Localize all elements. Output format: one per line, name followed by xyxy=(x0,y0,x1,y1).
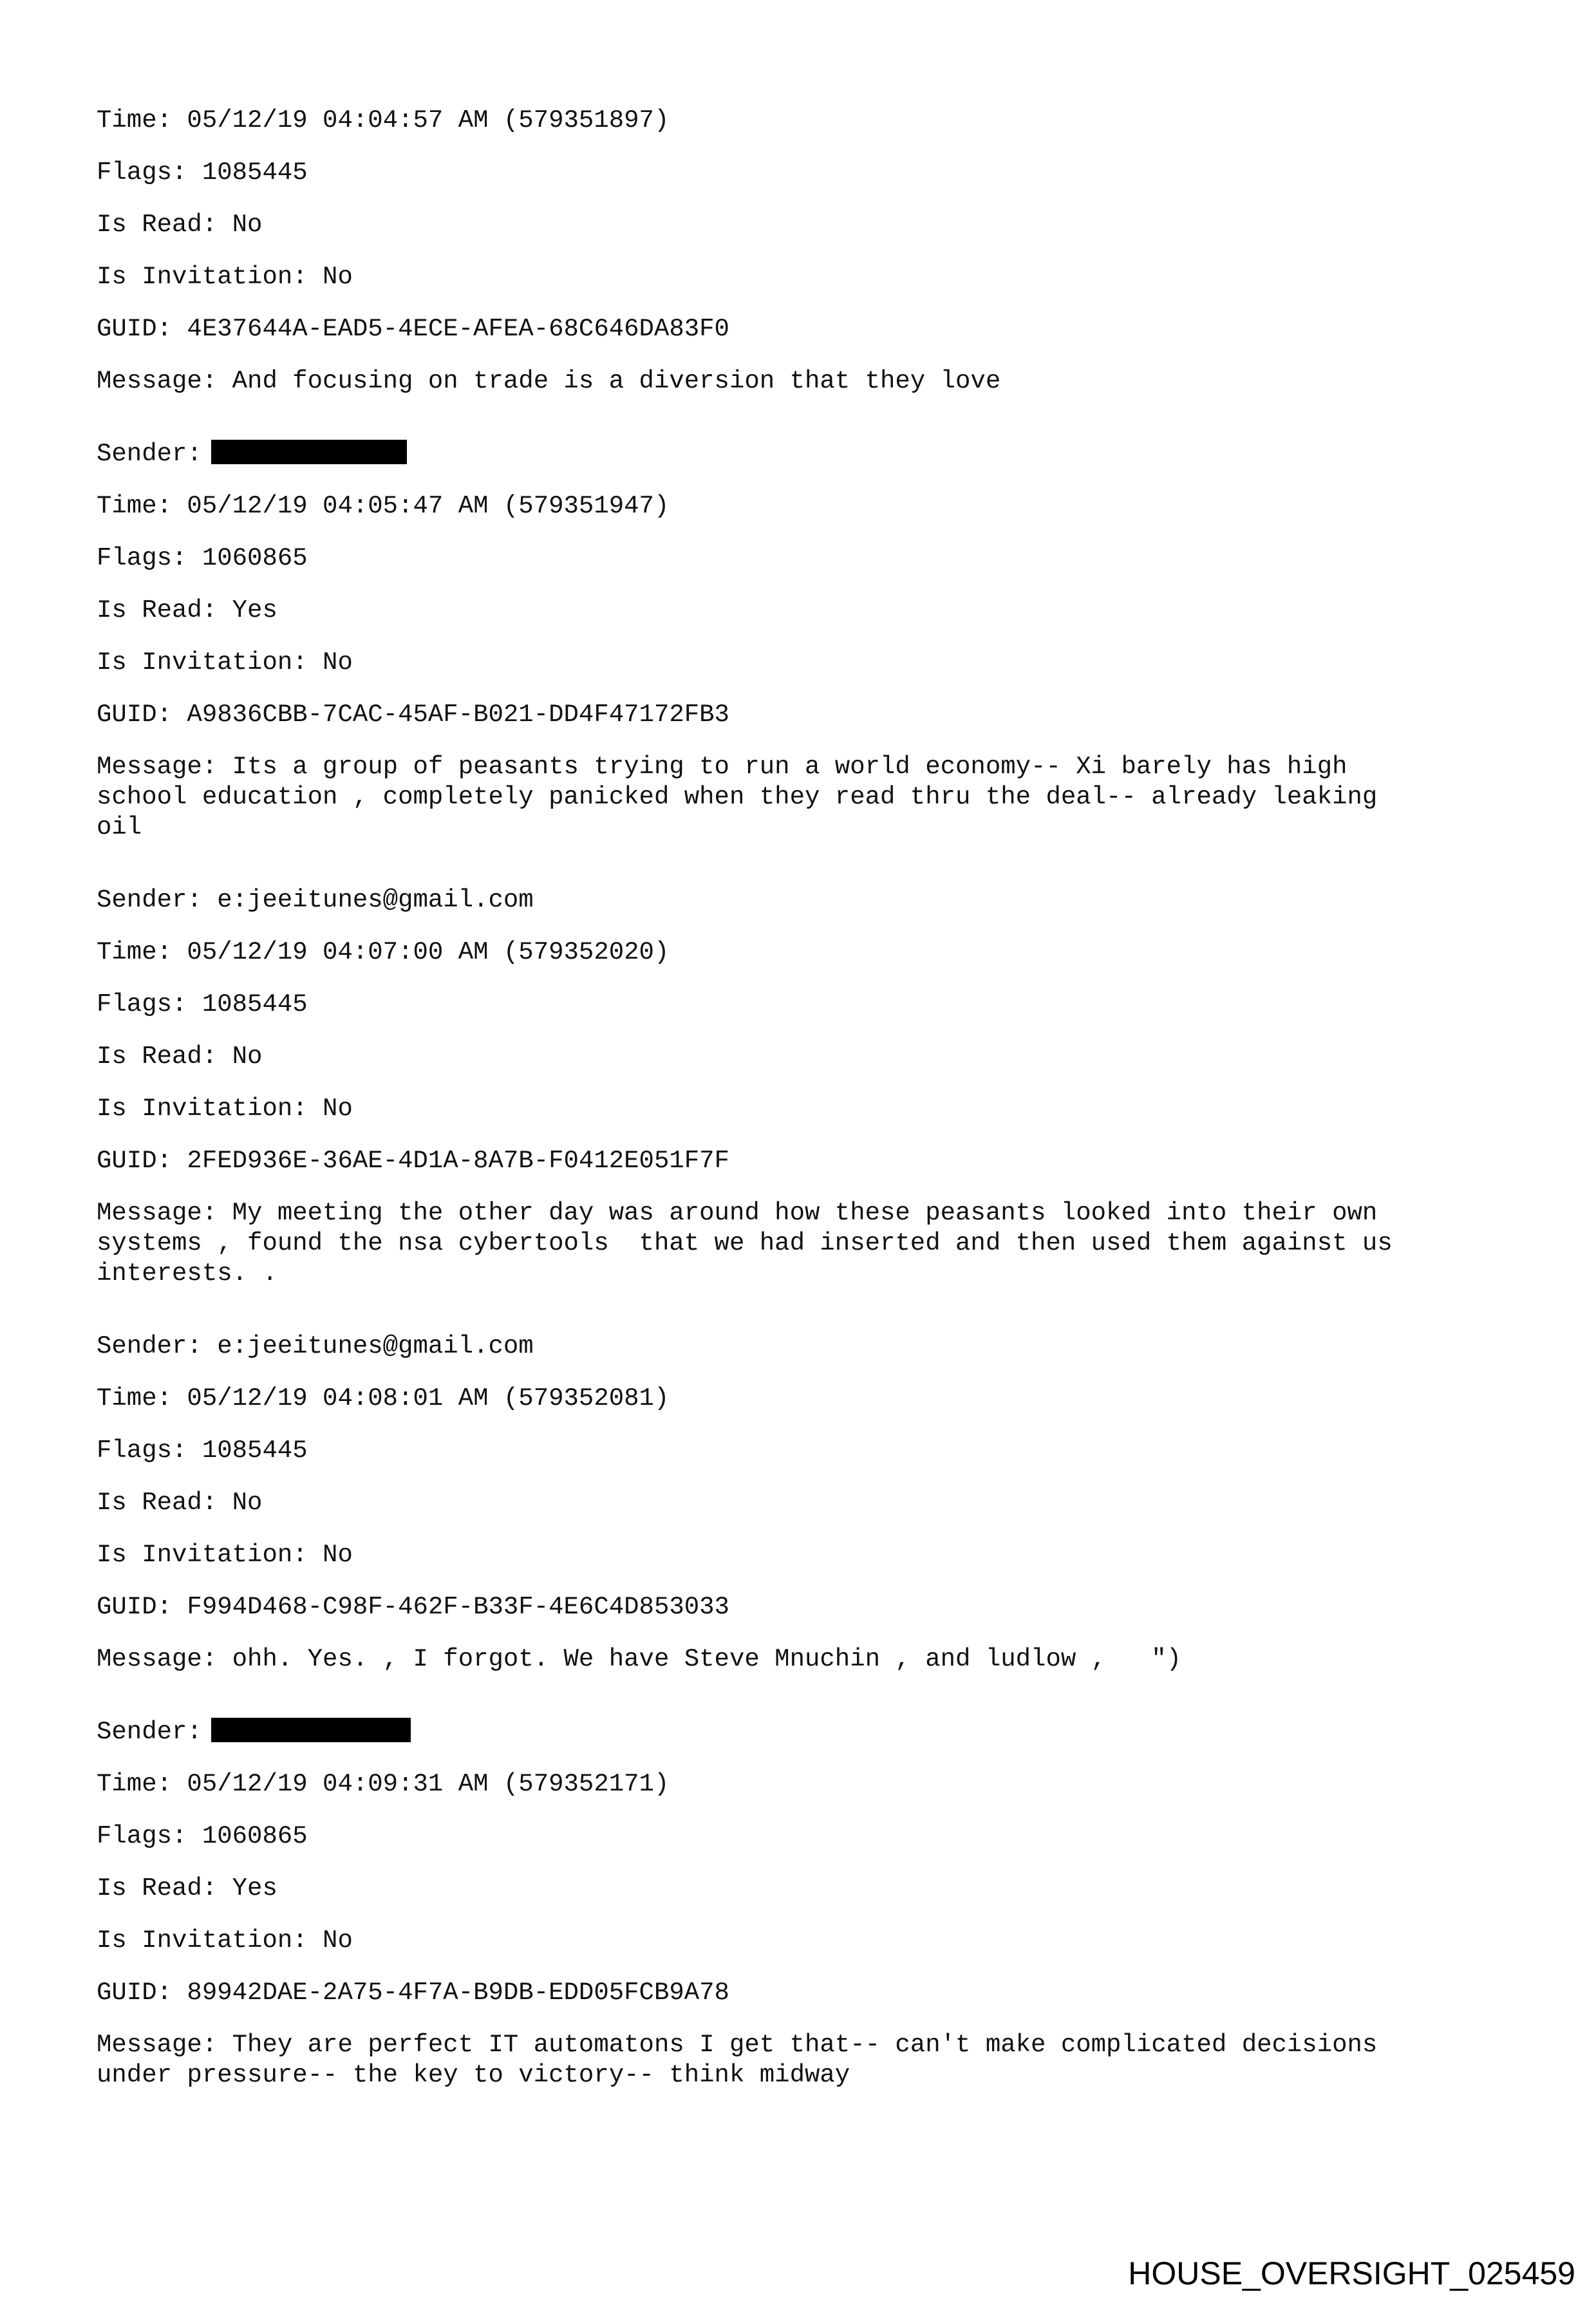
redaction-bar xyxy=(211,440,407,464)
message-body-line: Message: My meeting the other day was around how these peasants looked into their own xyxy=(97,1199,1378,1227)
message-body-line: interests. . xyxy=(97,1259,277,1288)
message-is-read: Is Read: No xyxy=(97,1489,263,1517)
message-body-line: oil xyxy=(97,813,142,841)
message-guid: GUID: 2FED936E-36AE-4D1A-8A7B-F0412E051F7F xyxy=(97,1147,729,1175)
redaction-bar xyxy=(211,1718,411,1742)
message-guid: GUID: 4E37644A-EAD5-4ECE-AFEA-68C646DA83F0 xyxy=(97,315,729,343)
message-flags: Flags: 1085445 xyxy=(97,158,308,187)
message-body-line: systems , found the nsa cybertools that we had inserted and then used them against us xyxy=(97,1229,1393,1257)
message-body-line: Message: ohh. Yes. , I forgot. We have Steve Mnuchin , and ludlow , ") xyxy=(97,1645,1182,1673)
message-sender xyxy=(97,1717,411,1747)
message-body-line: Message: And focusing on trade is a diversion that they love xyxy=(97,367,1001,395)
message-body-line: Message: They are perfect IT automatons I get that-- can't make complicated decisions xyxy=(97,2031,1378,2059)
message-body-line: under pressure-- the key to victory-- think midway xyxy=(97,2061,850,2089)
message-guid: GUID: F994D468-C98F-462F-B33F-4E6C4D853033 xyxy=(97,1593,729,1621)
message-is-invitation: Is Invitation: No xyxy=(97,1095,353,1123)
message-time: Time: 05/12/19 04:09:31 AM (579352171) xyxy=(97,1770,670,1798)
message-flags: Flags: 1060865 xyxy=(97,544,308,572)
sender-label: Sender: xyxy=(97,440,202,468)
message-is-read: Is Read: Yes xyxy=(97,596,277,625)
message-is-read: Is Read: No xyxy=(97,211,263,239)
message-body-line: school education , completely panicked when they read thru the deal-- already leaking xyxy=(97,783,1378,811)
message-is-invitation: Is Invitation: No xyxy=(97,1541,353,1569)
message-is-read: Is Read: Yes xyxy=(97,1874,277,1903)
bates-number: HOUSE_OVERSIGHT_025459 xyxy=(1128,2255,1575,2291)
message-flags: Flags: 1085445 xyxy=(97,990,308,1019)
message-flags: Flags: 1085445 xyxy=(97,1436,308,1465)
message-is-invitation: Is Invitation: No xyxy=(97,648,353,677)
message-is-invitation: Is Invitation: No xyxy=(97,1926,353,1955)
message-time: Time: 05/12/19 04:07:00 AM (579352020) xyxy=(97,938,670,966)
message-time: Time: 05/12/19 04:04:57 AM (579351897) xyxy=(97,106,670,135)
message-is-read: Is Read: No xyxy=(97,1042,263,1071)
message-guid: GUID: A9836CBB-7CAC-45AF-B021-DD4F47172FB3 xyxy=(97,700,729,729)
message-time: Time: 05/12/19 04:05:47 AM (579351947) xyxy=(97,492,670,520)
message-body-line: Message: Its a group of peasants trying to run a world economy-- Xi barely has high xyxy=(97,753,1347,781)
message-sender xyxy=(97,439,407,469)
sender-label: Sender: xyxy=(97,1718,202,1746)
message-sender: Sender: e:jeeitunes@gmail.com xyxy=(97,1332,534,1360)
message-time: Time: 05/12/19 04:08:01 AM (579352081) xyxy=(97,1384,670,1413)
message-flags: Flags: 1060865 xyxy=(97,1822,308,1850)
message-sender: Sender: e:jeeitunes@gmail.com xyxy=(97,886,534,914)
message-is-invitation: Is Invitation: No xyxy=(97,263,353,291)
message-guid: GUID: 89942DAE-2A75-4F7A-B9DB-EDD05FCB9A78 xyxy=(97,1979,729,2007)
